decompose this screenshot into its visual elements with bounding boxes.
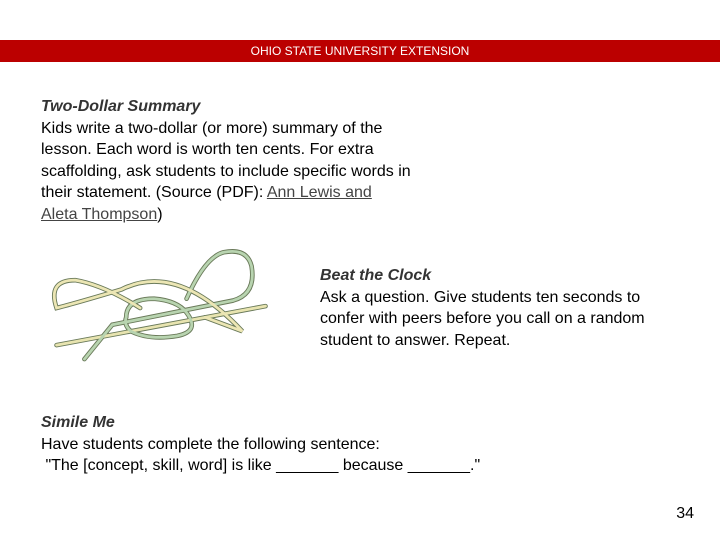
page-number: 34 — [676, 505, 694, 522]
simile-me-section — [41, 412, 641, 477]
section-body-end: ) — [157, 205, 163, 223]
source-link[interactable]: Ann Lewis and Aleta Thompson — [41, 184, 372, 223]
knot-illustration — [38, 242, 298, 374]
section-body: Kids write a two-dollar (or more) summary of the lesson. Each word is worth ten cents. For extra scaffolding, ask students to include specific words in their statement. (Source (PDF): — [41, 119, 411, 202]
section-title: Simile Me — [41, 414, 115, 431]
beat-the-clock-section — [320, 265, 680, 351]
two-dollar-summary-section — [41, 96, 411, 226]
section-body: Ask a question. Give students ten seconds to confer with peers before you call on a random student to answer. Repeat. — [320, 288, 645, 349]
section-body: Have students complete the following sentence: — [41, 435, 380, 453]
section-title: Two-Dollar Summary — [41, 98, 201, 115]
simile-sentence: "The [concept, skill, word] is like _______ because _______." — [41, 457, 481, 475]
header-banner: OHIO STATE UNIVERSITY EXTENSION — [0, 40, 720, 62]
section-title: Beat the Clock — [320, 267, 432, 284]
